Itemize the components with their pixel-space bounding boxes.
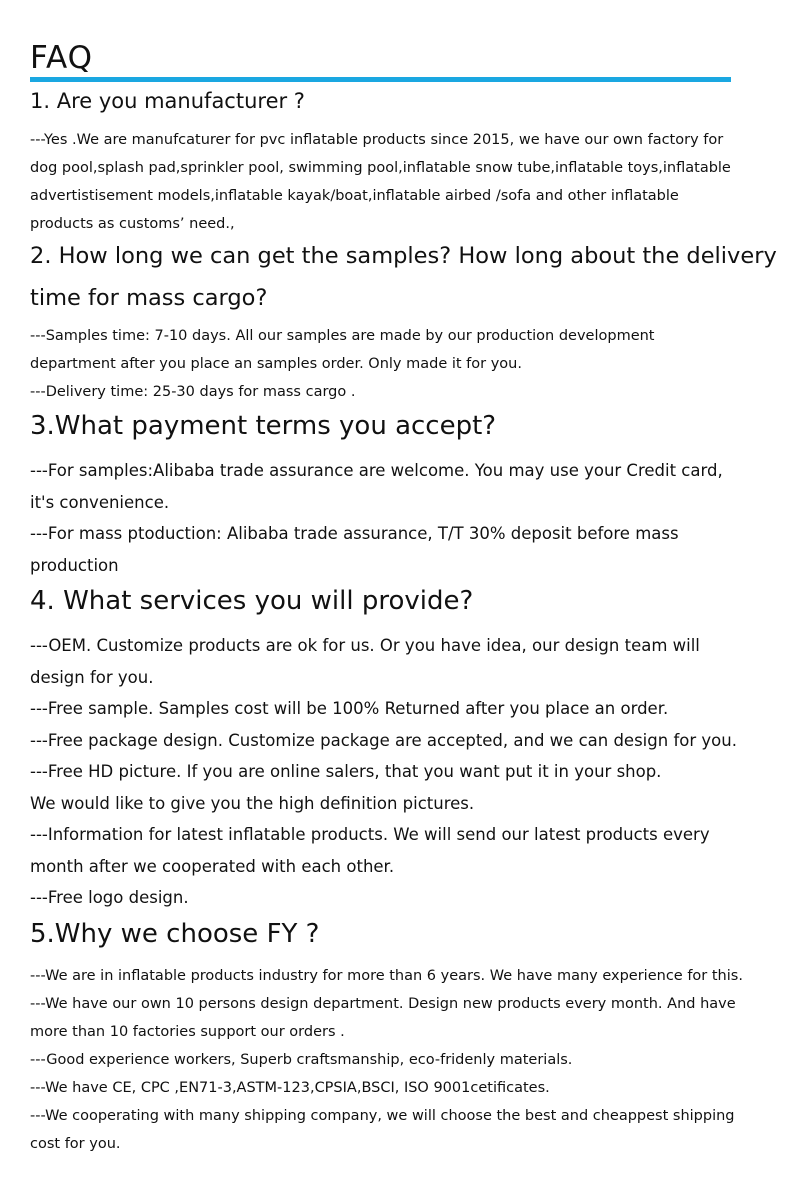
faq-answer-4-line: design for you. [30,668,154,687]
faq-answer-4-line: ---Free HD picture. If you are online salers, that you want put it in your shop. [30,762,662,781]
faq-answer-4-line: ---Free sample. Samples cost will be 100% Returned after you place an order. [30,699,669,718]
faq-answer-1-line: dog pool,splash pad,sprinkler pool, swimming pool,inflatable snow tube,inflatable toys,inflatable [30,160,731,176]
faq-answer-5-line: ---Good experience workers, Superb craftsmanship, eco-fridenly materials. [30,1052,573,1068]
faq-answer-2-line: department after you place an samples order. Only made it for you. [30,356,522,372]
faq-answer-3-line: it's convenience. [30,493,170,512]
faq-answer-4-line: ---Information for latest inflatable products. We will send our latest products every [30,825,710,844]
faq-question-2: 2. How long we can get the samples? How long about the delivery [30,243,777,269]
faq-answer-4-line: month after we cooperated with each other. [30,857,395,876]
faq-question-1: 1. Are you manufacturer ? [30,89,305,113]
faq-question-5: 5.Why we choose FY ? [30,919,320,949]
faq-answer-4-line: ---Free logo design. [30,888,189,907]
faq-answer-4-line: We would like to give you the high definition pictures. [30,794,475,813]
faq-answer-1-line: products as customs’ need., [30,216,235,232]
faq-answer-5-line: cost for you. [30,1136,121,1152]
faq-answer-5-line: ---We have CE, CPC ,EN71-3,ASTM-123,CPSIA,BSCI, ISO 9001cetificates. [30,1080,550,1096]
page-title: FAQ [30,40,94,76]
faq-answer-3-line: ---For mass ptoduction: Alibaba trade assurance, T/T 30% deposit before mass [30,524,679,543]
faq-answer-3-line: ---For samples:Alibaba trade assurance are welcome. You may use your Credit card, [30,461,723,480]
faq-answer-4-line: ---Free package design. Customize package are accepted, and we can design for you. [30,731,737,750]
faq-answer-5-line: more than 10 factories support our orders . [30,1024,345,1040]
faq-answer-2-line: ---Delivery time: 25-30 days for mass cargo . [30,384,356,400]
faq-answer-3-line: production [30,556,119,575]
faq-answer-4-line: ---OEM. Customize products are ok for us. Or you have idea, our design team will [30,636,700,655]
faq-question-4: 4. What services you will provide? [30,586,474,616]
faq-answer-1-line: ---Yes .We are manufcaturer for pvc inflatable products since 2015, we have our own factory for [30,132,724,148]
faq-question-3: 3.What payment terms you accept? [30,411,497,441]
faq-answer-2-line: ---Samples time: 7-10 days. All our samples are made by our production development [30,328,655,344]
faq-answer-5-line: ---We have our own 10 persons design department. Design new products every month. And have [30,996,736,1012]
title-underline [30,77,731,82]
faq-answer-1-line: advertistisement models,inflatable kayak/boat,inflatable airbed /sofa and other inflatable [30,188,679,204]
faq-answer-5-line: ---We cooperating with many shipping company, we will choose the best and cheappest shipping [30,1108,735,1124]
faq-answer-5-line: ---We are in inflatable products industry for more than 6 years. We have many experience for this. [30,968,743,984]
faq-question-2-line-2: time for mass cargo? [30,285,268,311]
